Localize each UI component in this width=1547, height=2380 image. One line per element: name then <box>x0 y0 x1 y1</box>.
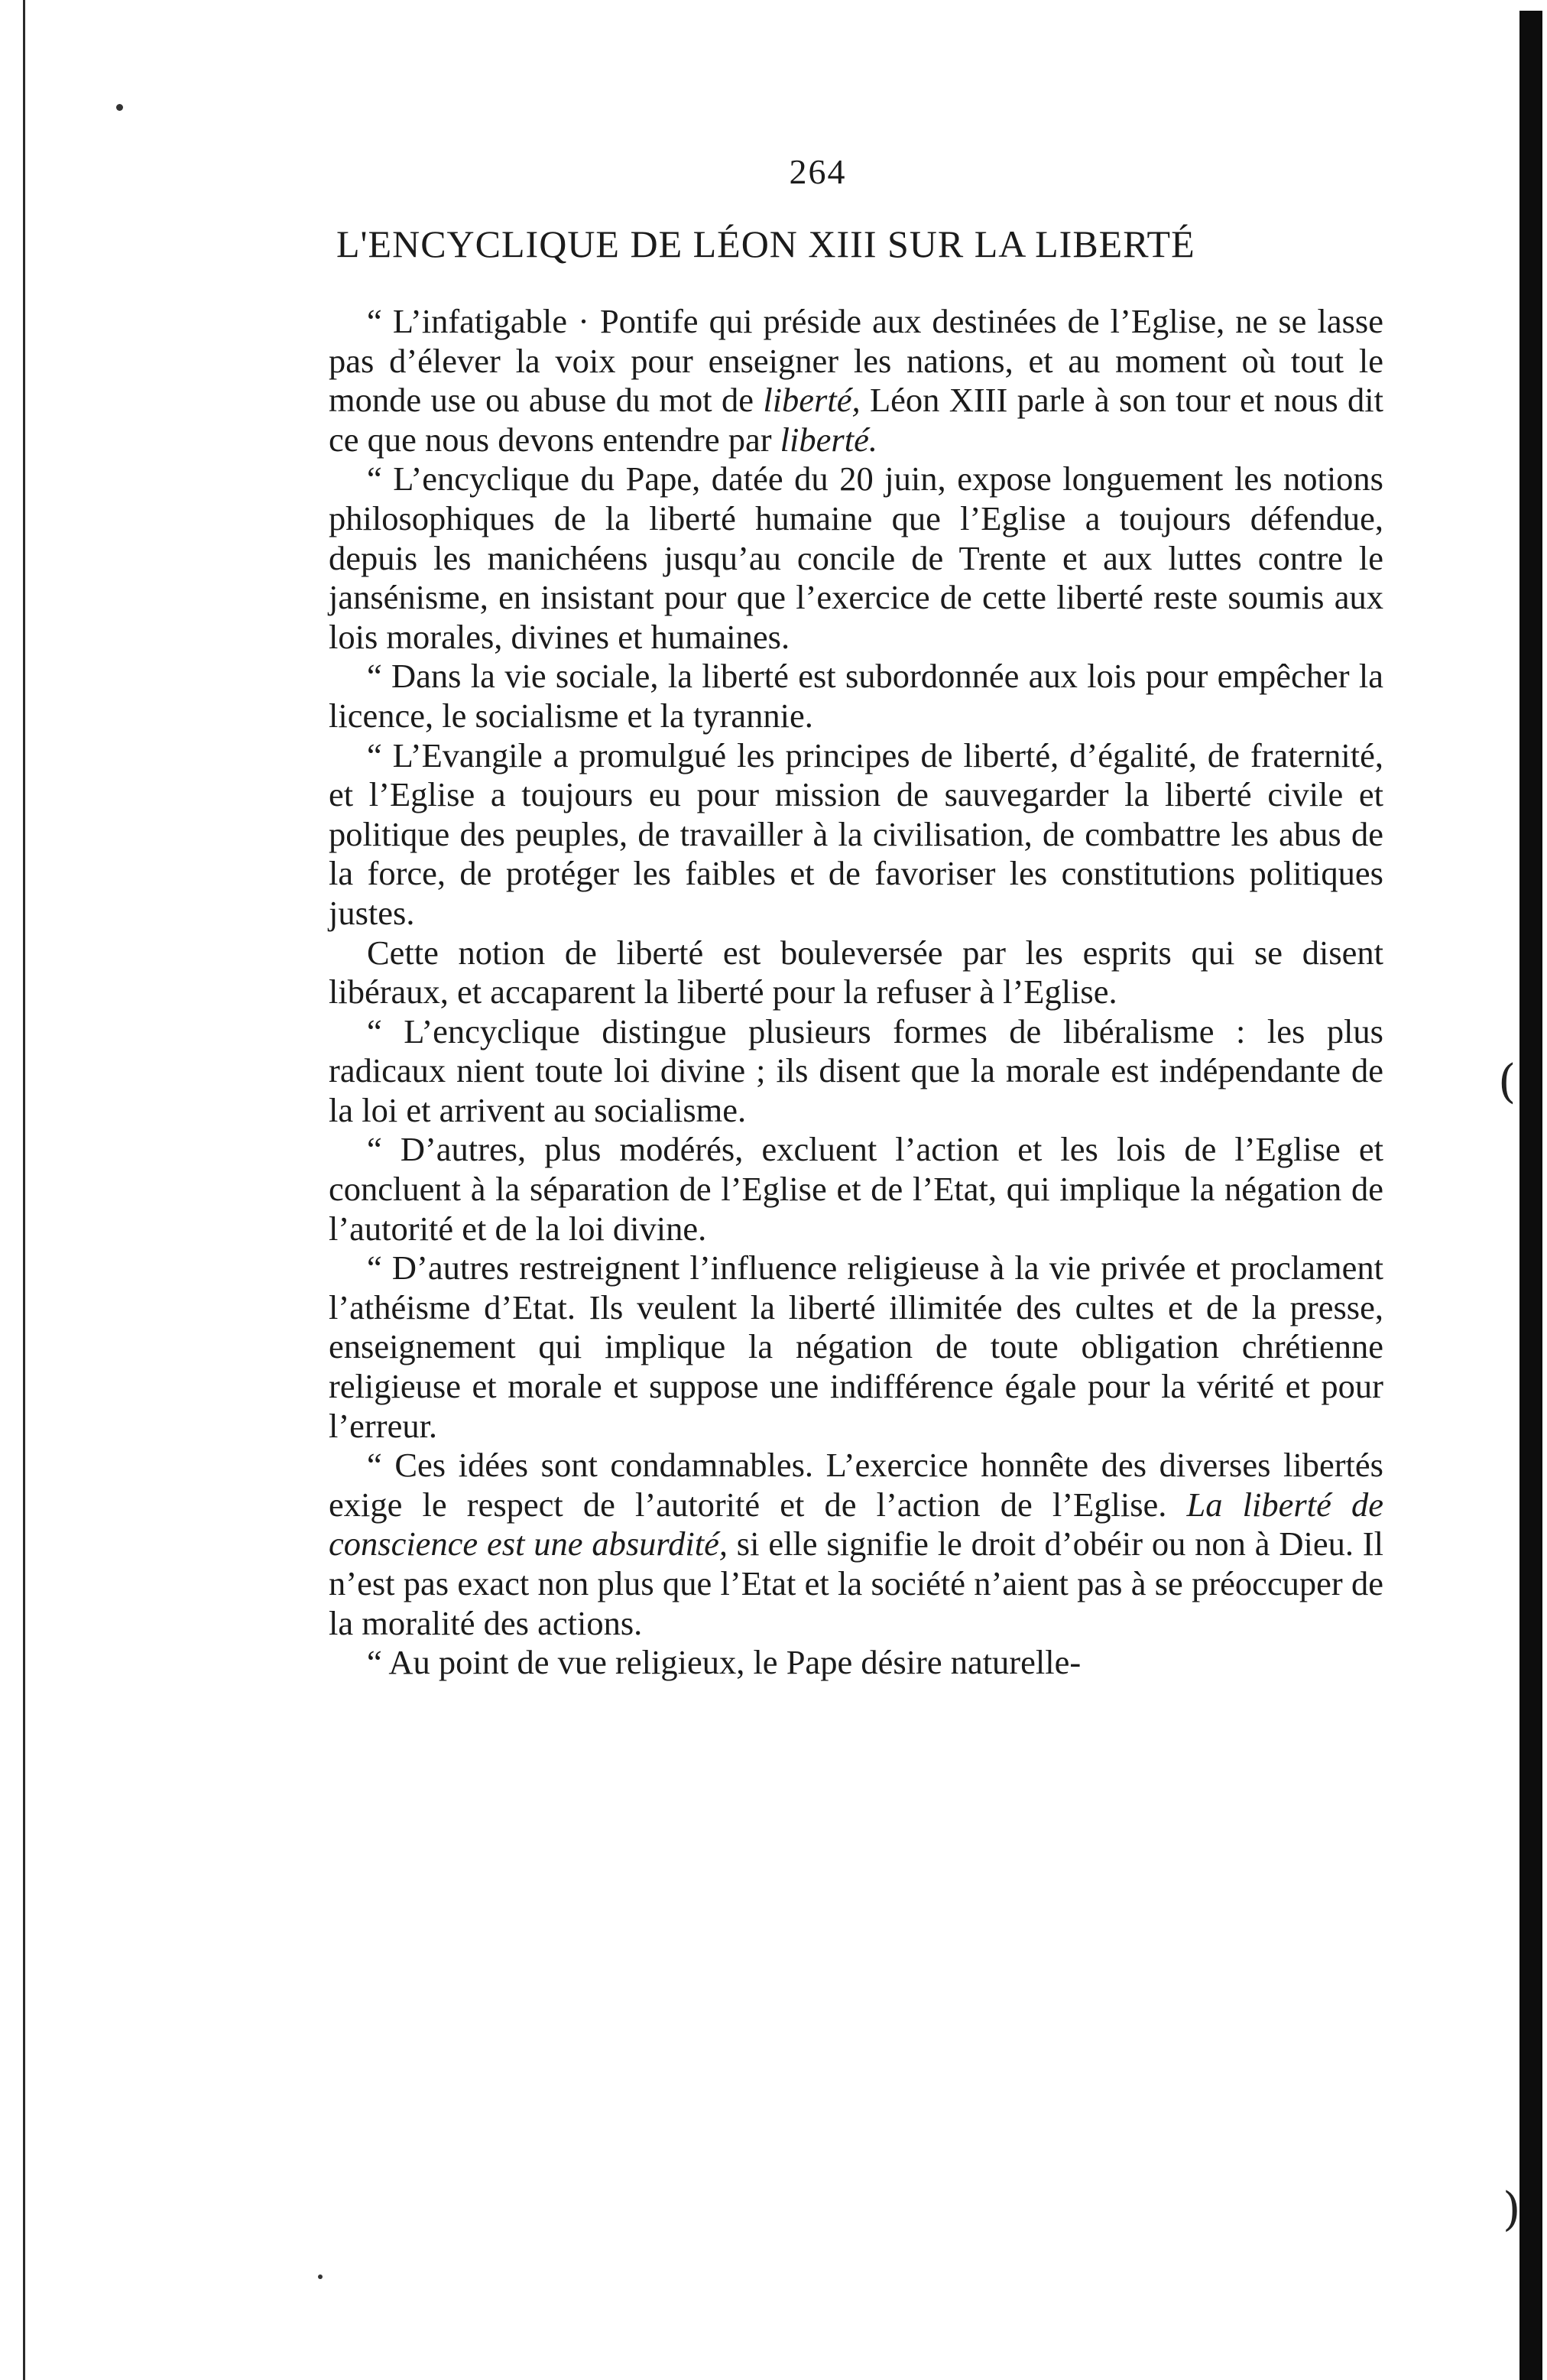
paragraph <box>329 459 1383 657</box>
text-run: “ Dans la vie sociale, la liberté est subordonnée aux lois pour empêcher la licence, le socialisme et la tyrannie. <box>329 657 1383 735</box>
body-text <box>329 302 1383 1683</box>
italic-text: liberté. <box>780 420 877 459</box>
paragraph <box>329 1248 1383 1446</box>
text-run: “ L’Evangile a promulgué les principes de liberté, d’égalité, de fraternité, et l’Eglise a toujours eu pour mission de sauvegarder la liberté civile et politique des peuples, de travailler à la civilisation, de combattre les abus de la force, de protéger les faibles et de favoriser les constitutions politiques justes. <box>329 735 1383 932</box>
ink-speck <box>318 2274 323 2279</box>
margin-bracket-mark: ( <box>1498 1055 1516 1109</box>
paragraph <box>329 933 1383 1012</box>
text-run: “ L’infatigable · Pontife qui préside aux destinées de l’Eglise, ne se lasse pas d’élever la voix pour enseigner les nations, et au moment où tout le monde use ou abuse du mot de <box>329 302 1383 420</box>
text-run: Léon XIII parle à son tour et nous dit ce que nous devons entendre par <box>329 381 1384 459</box>
page-left-border <box>23 0 25 2380</box>
text-run: “ D’autres, plus modérés, excluent l’action et les lois de l’Eglise et concluent à la séparation de l’Eglise et de l’Etat, qui implique la négation de l’autorité et de la loi divine. <box>329 1130 1383 1248</box>
paragraph <box>329 1012 1383 1131</box>
chapter-title: L'ENCYCLIQUE DE LÉON XIII SUR LA LIBERTÉ <box>336 222 1195 265</box>
paragraph <box>329 1643 1383 1683</box>
paragraph <box>329 736 1383 933</box>
margin-bracket-mark: ) <box>1503 2183 1521 2236</box>
italic-text: La liberté de conscience est une absurdité, <box>329 1485 1383 1563</box>
text-run: Cette notion de liberté est bouleversée par les esprits qui se disent libéraux, et accaparent la liberté pour la refuser à l’Eglise. <box>329 933 1383 1011</box>
text-run: “ D’autres restreignent l’influence religieuse à la vie privée et proclament l’athéisme d’Etat. Ils veulent la liberté illimitée des cultes et de la presse, enseignement qui implique la négation de toute obligation chrétienne religieuse et morale et suppose une indifférence égale pour la vérité et pour l’erreur. <box>329 1248 1383 1445</box>
text-run: “ Au point de vue religieux, le Pape désire naturelle- <box>367 1643 1082 1682</box>
paragraph <box>329 1130 1383 1248</box>
text-run: “ Ces idées sont condamnables. L’exercice honnête des diverses libertés exige le respect de l’autorité et de l’action de l’Eglise. <box>329 1446 1383 1524</box>
paragraph <box>329 302 1383 459</box>
italic-text: liberté, <box>763 381 861 420</box>
text-run: si elle signifie le droit d’obéir ou non à Dieu. Il n’est pas exact non plus que l’Etat et la société n’aient pas à se préoccuper de la moralité des actions. <box>329 1524 1383 1642</box>
ink-speck <box>116 104 123 111</box>
text-run: “ L’encyclique distingue plusieurs formes de libéralisme : les plus radicaux nient toute loi divine ; ils disent que la morale est indépendante de la loi et arrivent au socialisme. <box>329 1011 1383 1129</box>
page-number: 264 <box>789 152 847 191</box>
page-right-shadow <box>1519 11 1542 2380</box>
paragraph <box>329 657 1383 735</box>
text-run: “ L’encyclique du Pape, datée du 20 juin, expose longuement les notions philosophiques de la liberté humaine que l’Eglise a toujours défendue, depuis les manichéens jusqu’au concile de Trente et aux luttes contre le jansénisme, en insistant pour que l’exercice de cette liberté reste soumis aux lois morales, divines et humaines. <box>329 459 1383 656</box>
paragraph <box>329 1446 1383 1643</box>
